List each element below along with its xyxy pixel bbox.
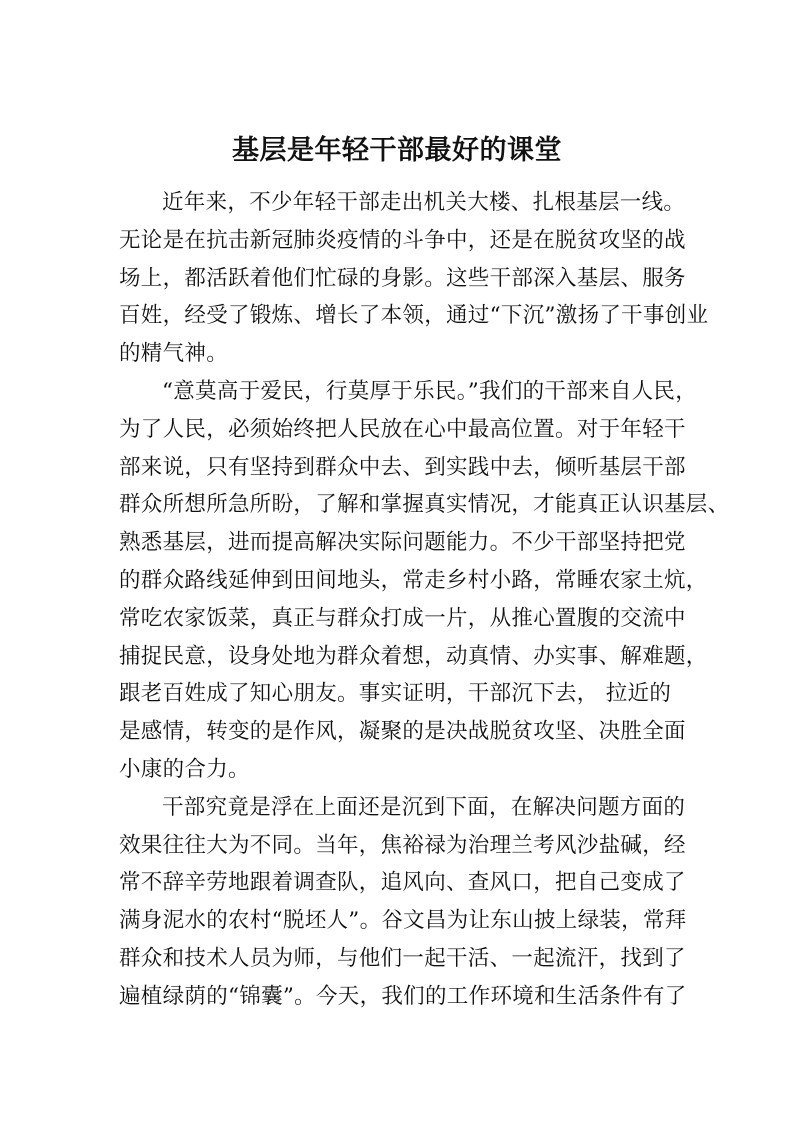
text-line: 场上，都活跃着他们忙碌的身影。这些干部深入基层、服务 bbox=[119, 265, 686, 291]
text-line: 效果往往大为不同。当年，焦裕禄为治理兰考风沙盐碱，经 bbox=[119, 832, 686, 858]
text-line: 干部究竟是浮在上面还是沉到下面，在解决问题方面的 bbox=[162, 794, 686, 820]
paragraph-2 bbox=[119, 373, 730, 789]
text-line: 的群众路线延伸到田间地头，常走乡村小路，常睡农家土炕， bbox=[119, 567, 708, 593]
document-body bbox=[119, 184, 730, 1016]
text-line: 的精气神。 bbox=[119, 341, 229, 367]
text-line: 近年来，不少年轻干部走出机关大楼、扎根基层一线。 bbox=[162, 190, 686, 215]
text-line: 部来说，只有坚持到群众中去、到实践中去，倾听基层干部 bbox=[119, 454, 686, 480]
text-line: 群众和技术人员为师，与他们一起干活、一起流汗，找到了 bbox=[119, 945, 686, 971]
text-line: 捕捉民意，设身处地为群众着想，动真情、办实事、解难题， bbox=[119, 643, 708, 669]
text-line: 跟老百姓成了知心朋友。事实证明，干部沉下去， 拉近的 bbox=[119, 681, 672, 707]
paragraph-3 bbox=[119, 789, 719, 1016]
text-line: 遍植绿荫的“锦囊”。今天，我们的工作环境和生活条件有了 bbox=[119, 983, 687, 1009]
text-line: 为了人民，必须始终把人民放在心中最高位置。对于年轻干 bbox=[119, 416, 686, 442]
text-line: 百姓，经受了锻炼、增长了本领，通过“下沉”激扬了干事创业 bbox=[119, 303, 709, 329]
document-title: 基层是年轻干部最好的课堂 bbox=[232, 135, 562, 166]
paragraph-1 bbox=[119, 184, 719, 373]
text-line: 群众所想所急所盼，了解和掌握真实情况，才能真正认识基层、 bbox=[119, 492, 730, 518]
text-line: “意莫高于爱民，行莫厚于乐民。”我们的干部来自人民， bbox=[162, 378, 698, 404]
text-line: 是感情，转变的是作风，凝聚的是决战脱贫攻坚、决胜全面 bbox=[119, 719, 686, 745]
text-line: 熟悉基层，进而提高解决实际问题能力。不少干部坚持把党 bbox=[119, 530, 686, 556]
text-line: 无论是在抗击新冠肺炎疫情的斗争中，还是在脱贫攻坚的战 bbox=[119, 227, 686, 253]
text-line: 常不辞辛劳地跟着调查队，追风向、查风口，把自己变成了 bbox=[119, 870, 686, 896]
text-line: 小康的合力。 bbox=[119, 756, 250, 782]
text-line: 常吃农家饭菜，真正与群众打成一片，从推心置腹的交流中 bbox=[119, 605, 686, 631]
text-line: 满身泥水的农村“脱坯人”。谷文昌为让东山披上绿装，常拜 bbox=[119, 908, 687, 934]
